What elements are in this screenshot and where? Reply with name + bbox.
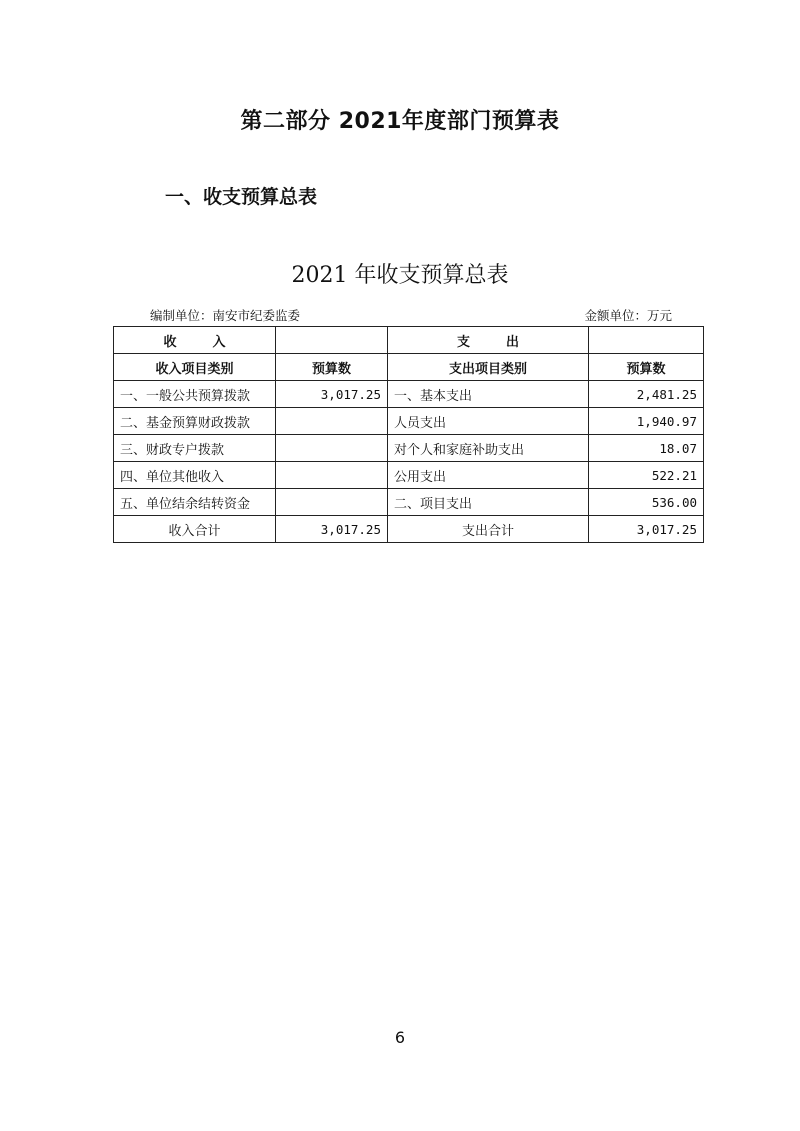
- prepared-by-label: 编制单位：南安市纪委监委: [150, 308, 301, 323]
- income-amount: [276, 489, 388, 516]
- income-amount: 3,017.25: [276, 381, 388, 408]
- expense-item: 公用支出: [388, 462, 589, 489]
- col-income-category: 收入项目类别: [114, 354, 276, 381]
- table-row: [114, 408, 704, 435]
- expense-total-label: 支出合计: [388, 516, 589, 543]
- income-total-amount: 3,017.25: [276, 516, 388, 543]
- income-total-label: 收入合计: [114, 516, 276, 543]
- section-heading: 一、收支预算总表: [165, 186, 318, 208]
- expense-header-char-1: 支: [456, 334, 470, 350]
- table-row: [114, 381, 704, 408]
- income-section-header-blank: [276, 327, 388, 354]
- expense-section-header-blank: [589, 327, 704, 354]
- budget-summary-table: [113, 326, 704, 543]
- total-row: [114, 516, 704, 543]
- col-expense-amount: 预算数: [589, 354, 704, 381]
- expense-item: 二、项目支出: [388, 489, 589, 516]
- expense-total-amount: 3,017.25: [589, 516, 704, 543]
- expense-header-char-2: 出: [506, 334, 520, 350]
- page-number: 6: [394, 1028, 406, 1047]
- expense-section-header: [388, 327, 589, 354]
- column-header-row: [114, 354, 704, 381]
- expense-item: 一、基本支出: [388, 381, 589, 408]
- col-income-amount: 预算数: [276, 354, 388, 381]
- income-item: 三、财政专户拨款: [114, 435, 276, 462]
- table-row: [114, 489, 704, 516]
- expense-amount: 522.21: [589, 462, 704, 489]
- income-item: 二、基金预算财政拨款: [114, 408, 276, 435]
- income-item: 四、单位其他收入: [114, 462, 276, 489]
- unit-label: 金额单位：万元: [584, 308, 672, 323]
- income-header-char-1: 收: [163, 334, 177, 350]
- table-row: [114, 435, 704, 462]
- table-meta-row: [150, 306, 672, 324]
- expense-item: 人员支出: [388, 408, 589, 435]
- table-row: [114, 462, 704, 489]
- income-item: 五、单位结余结转资金: [114, 489, 276, 516]
- expense-amount: 2,481.25: [589, 381, 704, 408]
- expense-amount: 536.00: [589, 489, 704, 516]
- income-section-header: [114, 327, 276, 354]
- income-header-char-2: 入: [212, 334, 226, 350]
- income-item: 一、一般公共预算拨款: [114, 381, 276, 408]
- section-header-row: [114, 327, 704, 354]
- income-amount: [276, 435, 388, 462]
- income-amount: [276, 408, 388, 435]
- col-expense-category: 支出项目类别: [388, 354, 589, 381]
- expense-amount: 1,940.97: [589, 408, 704, 435]
- table-title: 2021 年收支预算总表: [291, 263, 509, 288]
- page-title: 第二部分 2021年度部门预算表: [240, 109, 560, 134]
- expense-amount: 18.07: [589, 435, 704, 462]
- expense-item: 对个人和家庭补助支出: [388, 435, 589, 462]
- income-amount: [276, 462, 388, 489]
